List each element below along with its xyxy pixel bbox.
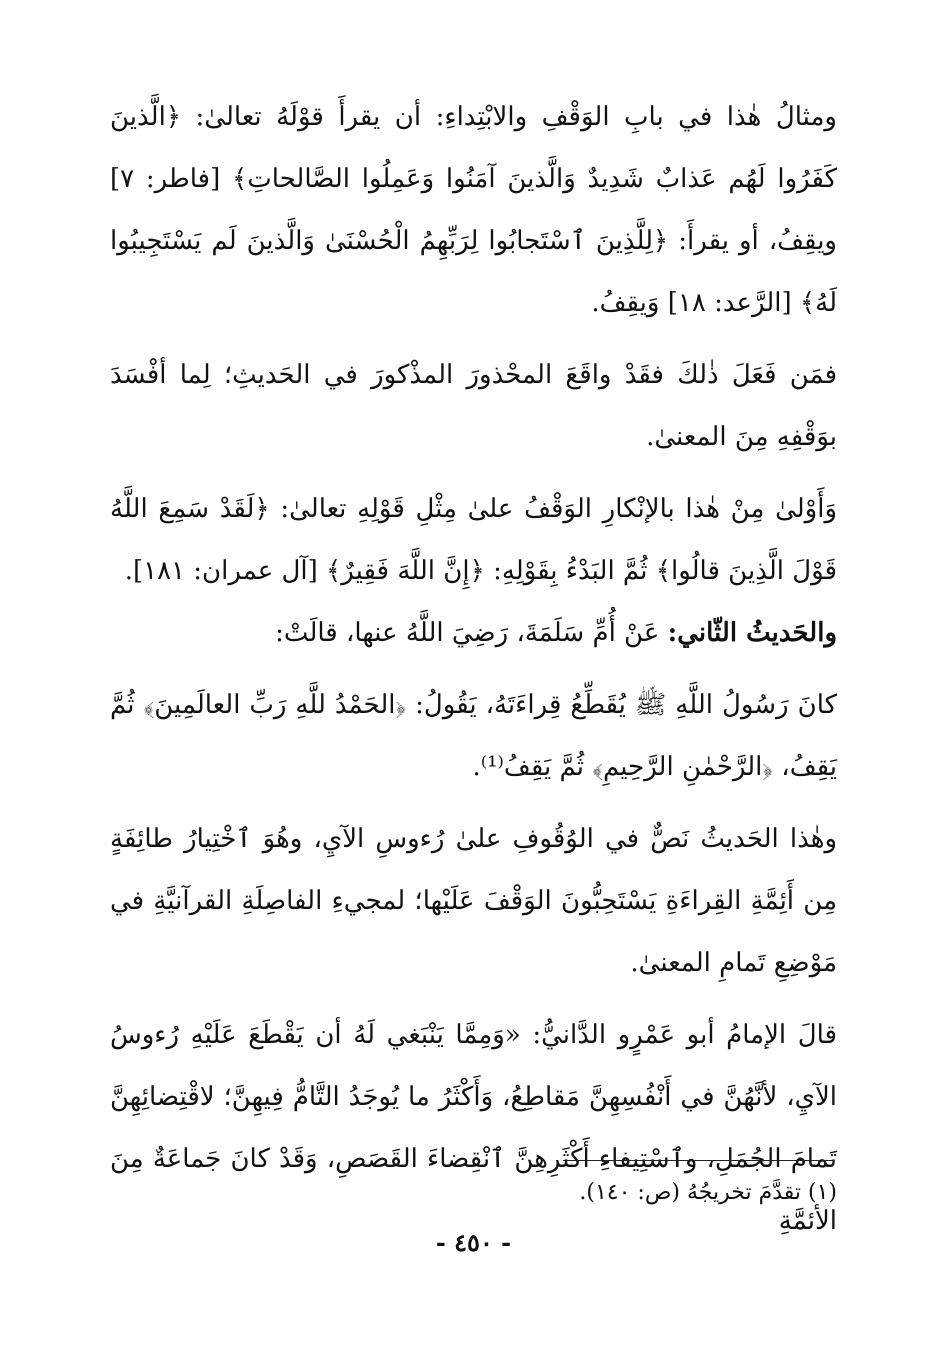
paragraph-dani-quote: قالَ الإمامُ أبو عَمْرٍو الدَّانيُّ: «وَمِمَّا يَنْبَغي لَهُ أن يَقْطَعَ عَلَيْهِ رُءوسُ الآيِ، لأنَّهُنَّ في أَنْفُسِهِنَّ مَقاطِعُ، وَأَكْثَرُ ما يُوجَدُ التَّامُّ فِيهِنَّ؛ لاقْتِضائِهِنَّ تَمامَ الجُمَلِ، وٱسْتِيفاءِ أَكْثَرِهِنَّ ٱنْقِضاءَ القَصَصِ، وَقَدْ كانَ جَماعَةٌ مِنَ الأئمَّةِ [110, 1020, 837, 1236]
paragraph-consequence: فمَن فَعَلَ ذٰلكَ فقَدْ واقَعَ المحْذورَ المذْكورَ في الحَديثِ؛ لِما أفْسَدَ بوَقْفِهِ مِنَ المعنىٰ. [110, 360, 837, 452]
hadith-intro: عَنْ أُمِّ سَلَمَةَ، رَضِيَ اللَّهُ عنها، قالَتْ: [275, 618, 668, 648]
page-number: - ٤٥٠ - [435, 1228, 512, 1257]
hadith-lead: والحَديثُ الثّاني: [667, 618, 837, 648]
paragraph-waqf-example: ومثالُ هٰذا في بابِ الوَقْفِ والابْتِداءِ: أن يقرأَ قوْلَهُ تعالىٰ: ﴿الَّذينَ كَفَرُوا لَهُم عَذابٌ شَدِيدٌ وَالَّذينَ آمَنُوا وَعَمِلُوا الصَّالحاتِ﴾ [فاطر: ٧] ويقِفُ، أو يقرأَ: ﴿لِلَّذِينَ ٱسْتَجابُوا لِرَبِّهِمُ الْحُسْنَىٰ وَالَّذينَ لَم يَسْتَجِيبُوا لَهُ﴾ [الرَّعد: ١٨] وَيقِفُ. [110, 102, 837, 318]
footnote-divider [563, 1160, 833, 1161]
paragraph-hadith-heading [110, 602, 837, 664]
paragraph-ruus-al-ay: وهٰذا الحَديثُ نَصٌّ في الوُقُوفِ علىٰ رُءوسِ الآيِ، وهُوَ ٱخْتِيارُ طائِفَةٍ مِن أَئِمَّةِ القِراءَةِ يَسْتَحِبُّونَ الوَقْفَ عَلَيْها؛ لمجيءِ الفاصِلَةِ القرآنيَّةِ في مَوْضِعِ تَمامِ المعنىٰ. [110, 824, 837, 978]
paragraph-inkar: وَأَوْلىٰ مِنْ هٰذا بالإنْكارِ الوَقْفُ علىٰ مِثْلِ قَوْلِهِ تعالىٰ: ﴿لَقَدْ سَمِعَ اللَّهُ قَوْلَ الَّذِينَ قالُوا﴾ ثُمَّ البَدْءُ بِقَوْلِهِ: ﴿إِنَّ اللَّهَ فَقِيرٌ﴾ [آل عمران: ١٨١]. [110, 494, 837, 586]
footnote: (١) تقدَّمَ تخريجُهُ (ص: ١٤٠). [579, 1180, 837, 1205]
paragraph-hadith-text: كانَ رَسُولُ اللَّهِ ﷺ يُقَطِّعُ قِراءَتَهُ، يَقُولُ: ﴿الحَمْدُ للَّهِ رَبِّ العالَمِينَ﴾ ثُمَّ يَقِفُ، ﴿الرَّحْمٰنِ الرَّحِيمِ﴾ ثُمَّ يَقِفُ⁽¹⁾. [110, 690, 837, 782]
page-body [110, 86, 837, 1252]
